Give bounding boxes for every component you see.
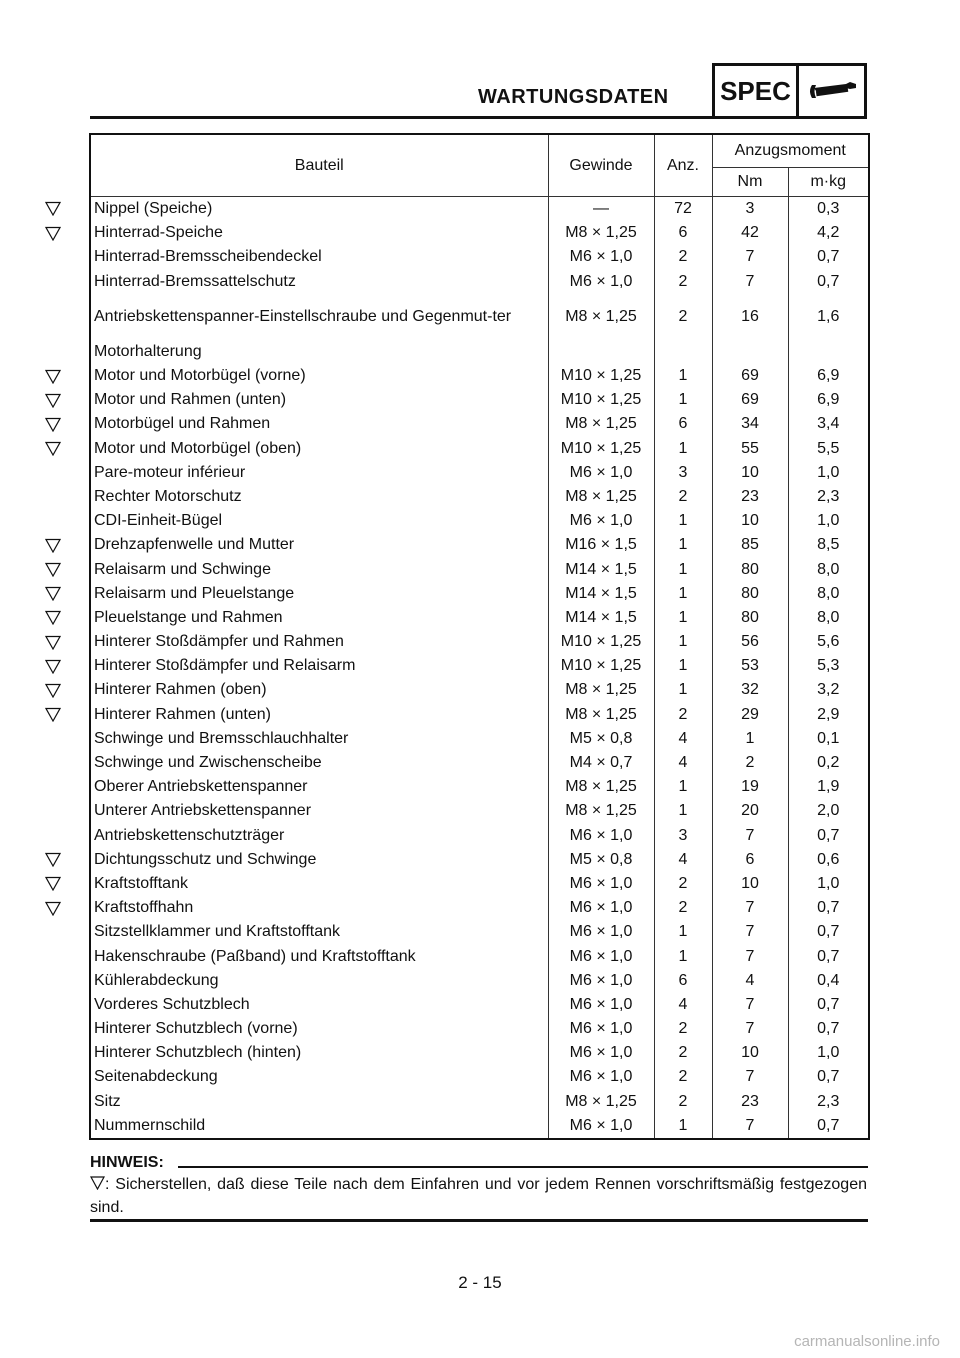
table-row: [90, 678, 869, 702]
col-header-part: Bauteil: [90, 134, 548, 197]
cell-nm: 7: [712, 920, 788, 944]
triangle-icon: [45, 707, 61, 722]
triangle-icon: [45, 659, 61, 674]
cell-qty: 1: [654, 799, 712, 823]
cell-qty: 1: [654, 606, 712, 630]
cell-part: Kraftstoffhahn: [90, 896, 548, 920]
cell-mkg: 0,3: [788, 197, 869, 222]
cell-mkg: 0,7: [788, 1065, 869, 1089]
cell-part: Drehzapfenwelle und Mutter: [90, 533, 548, 557]
col-header-mkg: m·kg: [788, 168, 869, 197]
cell-nm: [712, 340, 788, 364]
cell-thread: M14 × 1,5: [548, 582, 654, 606]
cell-mkg: 4,2: [788, 221, 869, 245]
triangle-icon: [45, 586, 61, 601]
cell-qty: 1: [654, 630, 712, 654]
cell-qty: 2: [654, 1017, 712, 1041]
cell-nm: 10: [712, 461, 788, 485]
cell-part: Relaisarm und Pleuelstange: [90, 582, 548, 606]
cell-qty: 4: [654, 727, 712, 751]
cell-nm: 80: [712, 582, 788, 606]
triangle-icon: [45, 635, 61, 650]
triangle-icon: [45, 417, 61, 432]
cell-thread: M10 × 1,25: [548, 630, 654, 654]
cell-qty: 2: [654, 1090, 712, 1114]
cell-nm: 7: [712, 1017, 788, 1041]
cell-qty: 1: [654, 944, 712, 968]
table-row: [90, 1090, 869, 1114]
table-row: [90, 1017, 869, 1041]
cell-qty: 1: [654, 1114, 712, 1139]
page-title: WARTUNGSDATEN: [478, 86, 669, 108]
cell-nm: 23: [712, 485, 788, 509]
cell-part: Hinterer Schutzblech (hinten): [90, 1041, 548, 1065]
cell-qty: 3: [654, 824, 712, 848]
cell-part: Hinterer Rahmen (unten): [90, 703, 548, 727]
table-row: [90, 557, 869, 581]
cell-qty: 2: [654, 1065, 712, 1089]
cell-qty: 2: [654, 872, 712, 896]
cell-nm: 10: [712, 1041, 788, 1065]
cell-part: CDI-Einheit-Bügel: [90, 509, 548, 533]
cell-mkg: 0,7: [788, 896, 869, 920]
cell-mkg: 1,6: [788, 294, 869, 340]
table-row: [90, 848, 869, 872]
cell-part: Hinterrad-Bremssattelschutz: [90, 270, 548, 294]
table-row: [90, 509, 869, 533]
table-row: [90, 485, 869, 509]
cell-qty: [654, 340, 712, 364]
cell-nm: 53: [712, 654, 788, 678]
table-row: [90, 630, 869, 654]
cell-qty: 1: [654, 388, 712, 412]
table-row: [90, 1041, 869, 1065]
cell-thread: M6 × 1,0: [548, 872, 654, 896]
cell-thread: M6 × 1,0: [548, 824, 654, 848]
cell-mkg: 8,0: [788, 557, 869, 581]
cell-mkg: 8,5: [788, 533, 869, 557]
spec-label: SPEC: [715, 66, 799, 116]
cell-mkg: 0,6: [788, 848, 869, 872]
table-row: [90, 1065, 869, 1089]
cell-thread: M6 × 1,0: [548, 1114, 654, 1139]
cell-mkg: 0,7: [788, 920, 869, 944]
cell-qty: 2: [654, 896, 712, 920]
cell-nm: 80: [712, 557, 788, 581]
table-row: [90, 364, 869, 388]
cell-thread: M8 × 1,25: [548, 799, 654, 823]
col-header-qty: Anz.: [654, 134, 712, 197]
cell-nm: 7: [712, 824, 788, 848]
cell-thread: M6 × 1,0: [548, 1017, 654, 1041]
table-row: [90, 582, 869, 606]
cell-nm: 7: [712, 993, 788, 1017]
table-row: [90, 654, 869, 678]
cell-thread: M6 × 1,0: [548, 245, 654, 269]
triangle-icon: [45, 876, 61, 891]
cell-part: Nummernschild: [90, 1114, 548, 1139]
cell-part: Motorhalterung: [90, 340, 548, 364]
cell-thread: M6 × 1,0: [548, 461, 654, 485]
triangle-icon: [45, 901, 61, 916]
cell-mkg: 2,9: [788, 703, 869, 727]
cell-qty: 6: [654, 412, 712, 436]
cell-part: Sitz: [90, 1090, 548, 1114]
cell-qty: 6: [654, 969, 712, 993]
cell-thread: M8 × 1,25: [548, 294, 654, 340]
cell-part: Sitzstellklammer und Kraftstofftank: [90, 920, 548, 944]
cell-mkg: 1,9: [788, 775, 869, 799]
triangle-icon: [45, 369, 61, 384]
triangle-icon: [45, 393, 61, 408]
cell-nm: 7: [712, 245, 788, 269]
cell-qty: 4: [654, 848, 712, 872]
cell-thread: M8 × 1,25: [548, 485, 654, 509]
table-row: [90, 872, 869, 896]
cell-part: Hinterer Stoßdämpfer und Relaisarm: [90, 654, 548, 678]
cell-mkg: 0,7: [788, 993, 869, 1017]
cell-thread: M6 × 1,0: [548, 944, 654, 968]
cell-part: Vorderes Schutzblech: [90, 993, 548, 1017]
cell-part: Hinterer Stoßdämpfer und Rahmen: [90, 630, 548, 654]
cell-thread: M6 × 1,0: [548, 969, 654, 993]
cell-thread: M6 × 1,0: [548, 993, 654, 1017]
cell-qty: 2: [654, 1041, 712, 1065]
cell-thread: M8 × 1,25: [548, 703, 654, 727]
cell-thread: M14 × 1,5: [548, 606, 654, 630]
cell-mkg: 5,3: [788, 654, 869, 678]
cell-thread: —: [548, 197, 654, 222]
wrench-icon: [799, 66, 864, 116]
col-header-torque: Anzugsmoment: [712, 134, 869, 168]
bottom-rule: [90, 1219, 868, 1222]
cell-qty: 2: [654, 485, 712, 509]
cell-part: Dichtungsschutz und Schwinge: [90, 848, 548, 872]
cell-part: Motor und Motorbügel (oben): [90, 437, 548, 461]
table-row: [90, 799, 869, 823]
table-row: [90, 703, 869, 727]
cell-nm: 7: [712, 944, 788, 968]
table-row: [90, 775, 869, 799]
triangle-icon: [45, 226, 61, 241]
cell-part: Rechter Motorschutz: [90, 485, 548, 509]
cell-thread: M8 × 1,25: [548, 1090, 654, 1114]
cell-part: Hinterer Schutzblech (vorne): [90, 1017, 548, 1041]
cell-thread: M10 × 1,25: [548, 654, 654, 678]
cell-nm: 7: [712, 270, 788, 294]
cell-mkg: 3,2: [788, 678, 869, 702]
cell-mkg: 1,0: [788, 461, 869, 485]
table-row: [90, 969, 869, 993]
cell-part: Unterer Antriebskettenspanner: [90, 799, 548, 823]
table-row: [90, 245, 869, 269]
cell-thread: M6 × 1,0: [548, 509, 654, 533]
cell-thread: M10 × 1,25: [548, 388, 654, 412]
table-row: [90, 412, 869, 436]
table-row: [90, 920, 869, 944]
cell-part: Hakenschraube (Paßband) und Kraftstofftank: [90, 944, 548, 968]
cell-mkg: [788, 340, 869, 364]
cell-mkg: 6,9: [788, 388, 869, 412]
table-row: [90, 751, 869, 775]
cell-nm: 2: [712, 751, 788, 775]
cell-qty: 1: [654, 678, 712, 702]
cell-nm: 10: [712, 509, 788, 533]
cell-mkg: 0,2: [788, 751, 869, 775]
cell-part: Motor und Motorbügel (vorne): [90, 364, 548, 388]
cell-nm: 85: [712, 533, 788, 557]
cell-mkg: 1,0: [788, 509, 869, 533]
cell-mkg: 0,7: [788, 1114, 869, 1139]
cell-mkg: 0,7: [788, 824, 869, 848]
cell-qty: 1: [654, 582, 712, 606]
cell-thread: M5 × 0,8: [548, 848, 654, 872]
cell-nm: 80: [712, 606, 788, 630]
cell-qty: 1: [654, 654, 712, 678]
cell-part: Schwinge und Zwischenscheibe: [90, 751, 548, 775]
cell-part: Antriebskettenspanner-Einstellschraube und Gegenmut-ter: [90, 294, 548, 340]
cell-thread: M8 × 1,25: [548, 221, 654, 245]
cell-mkg: 0,7: [788, 270, 869, 294]
cell-qty: 2: [654, 245, 712, 269]
table-row: [90, 437, 869, 461]
cell-mkg: 0,7: [788, 245, 869, 269]
cell-nm: 32: [712, 678, 788, 702]
cell-qty: 1: [654, 557, 712, 581]
cell-nm: 20: [712, 799, 788, 823]
cell-mkg: 8,0: [788, 606, 869, 630]
cell-thread: M8 × 1,25: [548, 412, 654, 436]
cell-thread: M6 × 1,0: [548, 1065, 654, 1089]
spec-box: [712, 63, 867, 119]
cell-qty: 1: [654, 509, 712, 533]
cell-nm: 7: [712, 1114, 788, 1139]
cell-nm: 23: [712, 1090, 788, 1114]
cell-nm: 6: [712, 848, 788, 872]
table-row: [90, 824, 869, 848]
cell-part: Hinterrad-Bremsscheibendeckel: [90, 245, 548, 269]
cell-qty: 1: [654, 775, 712, 799]
cell-part: Oberer Antriebskettenspanner: [90, 775, 548, 799]
cell-qty: 1: [654, 437, 712, 461]
cell-qty: 2: [654, 703, 712, 727]
cell-thread: M4 × 0,7: [548, 751, 654, 775]
cell-part: Nippel (Speiche): [90, 197, 548, 222]
table-row: [90, 294, 869, 340]
cell-mkg: 2,3: [788, 485, 869, 509]
cell-mkg: 0,7: [788, 944, 869, 968]
cell-part: Pare-moteur inférieur: [90, 461, 548, 485]
cell-qty: 2: [654, 270, 712, 294]
table-row: [90, 533, 869, 557]
triangle-icon: [45, 683, 61, 698]
table-row: [90, 727, 869, 751]
triangle-icon: [45, 852, 61, 867]
cell-part: Kühlerabdeckung: [90, 969, 548, 993]
cell-thread: [548, 340, 654, 364]
cell-mkg: 5,5: [788, 437, 869, 461]
col-header-nm: Nm: [712, 168, 788, 197]
cell-part: Kraftstofftank: [90, 872, 548, 896]
col-header-thread: Gewinde: [548, 134, 654, 197]
cell-nm: 10: [712, 872, 788, 896]
cell-nm: 42: [712, 221, 788, 245]
table-row: [90, 896, 869, 920]
triangle-icon: [45, 538, 61, 553]
cell-thread: M16 × 1,5: [548, 533, 654, 557]
triangle-icon: [45, 610, 61, 625]
cell-nm: 7: [712, 1065, 788, 1089]
cell-nm: 34: [712, 412, 788, 436]
cell-mkg: 1,0: [788, 872, 869, 896]
cell-nm: 16: [712, 294, 788, 340]
cell-nm: 4: [712, 969, 788, 993]
triangle-icon: [45, 441, 61, 456]
cell-mkg: 3,4: [788, 412, 869, 436]
cell-thread: M6 × 1,0: [548, 920, 654, 944]
cell-thread: M8 × 1,25: [548, 678, 654, 702]
cell-nm: 19: [712, 775, 788, 799]
cell-mkg: 0,4: [788, 969, 869, 993]
cell-nm: 56: [712, 630, 788, 654]
cell-qty: 4: [654, 751, 712, 775]
cell-nm: 55: [712, 437, 788, 461]
cell-thread: M14 × 1,5: [548, 557, 654, 581]
table-row: [90, 197, 869, 222]
cell-nm: 1: [712, 727, 788, 751]
table-row: [90, 944, 869, 968]
cell-thread: M6 × 1,0: [548, 270, 654, 294]
cell-thread: M10 × 1,25: [548, 364, 654, 388]
cell-nm: 69: [712, 364, 788, 388]
table-row: [90, 340, 869, 364]
cell-mkg: 0,7: [788, 1017, 869, 1041]
cell-part: Hinterrad-Speiche: [90, 221, 548, 245]
note-label: HINWEIS:: [90, 1154, 164, 1171]
table-row: [90, 388, 869, 412]
cell-mkg: 8,0: [788, 582, 869, 606]
cell-qty: 4: [654, 993, 712, 1017]
cell-part: Motor und Rahmen (unten): [90, 388, 548, 412]
cell-qty: 2: [654, 294, 712, 340]
cell-mkg: 2,0: [788, 799, 869, 823]
header-rule: [90, 116, 712, 119]
cell-qty: 1: [654, 364, 712, 388]
table-row: [90, 606, 869, 630]
cell-thread: M6 × 1,0: [548, 896, 654, 920]
table-row: [90, 1114, 869, 1139]
triangle-icon: [45, 201, 61, 216]
cell-part: Schwinge und Bremsschlauchhalter: [90, 727, 548, 751]
cell-qty: 3: [654, 461, 712, 485]
cell-mkg: 6,9: [788, 364, 869, 388]
cell-thread: M10 × 1,25: [548, 437, 654, 461]
cell-mkg: 1,0: [788, 1041, 869, 1065]
cell-part: Relaisarm und Schwinge: [90, 557, 548, 581]
table-row: [90, 461, 869, 485]
torque-table: [89, 133, 870, 1140]
cell-thread: M6 × 1,0: [548, 1041, 654, 1065]
cell-part: Motorbügel und Rahmen: [90, 412, 548, 436]
table-row: [90, 270, 869, 294]
table-row: [90, 221, 869, 245]
cell-mkg: 2,3: [788, 1090, 869, 1114]
cell-nm: 69: [712, 388, 788, 412]
cell-thread: M8 × 1,25: [548, 775, 654, 799]
cell-nm: 29: [712, 703, 788, 727]
cell-qty: 1: [654, 920, 712, 944]
cell-nm: 7: [712, 896, 788, 920]
cell-qty: 6: [654, 221, 712, 245]
cell-nm: 3: [712, 197, 788, 222]
page-number: 2 - 15: [458, 1273, 502, 1292]
note-body: : Sicherstellen, daß diese Teile nach dem Einfahren und vor jedem Rennen vorschriftsmäßig festgezogen sind.: [90, 1176, 867, 1216]
watermark: carmanualsonline.info: [794, 1333, 940, 1350]
cell-part: Pleuelstange und Rahmen: [90, 606, 548, 630]
cell-qty: 1: [654, 533, 712, 557]
note-text: [90, 1173, 867, 1219]
cell-part: Hinterer Rahmen (oben): [90, 678, 548, 702]
note-rule: [178, 1166, 868, 1168]
triangle-icon: [45, 562, 61, 577]
cell-mkg: 0,1: [788, 727, 869, 751]
cell-part: Antriebskettenschutzträger: [90, 824, 548, 848]
cell-thread: M5 × 0,8: [548, 727, 654, 751]
cell-mkg: 5,6: [788, 630, 869, 654]
cell-part: Seitenabdeckung: [90, 1065, 548, 1089]
triangle-icon: [90, 1176, 105, 1190]
cell-qty: 72: [654, 197, 712, 222]
table-row: [90, 993, 869, 1017]
